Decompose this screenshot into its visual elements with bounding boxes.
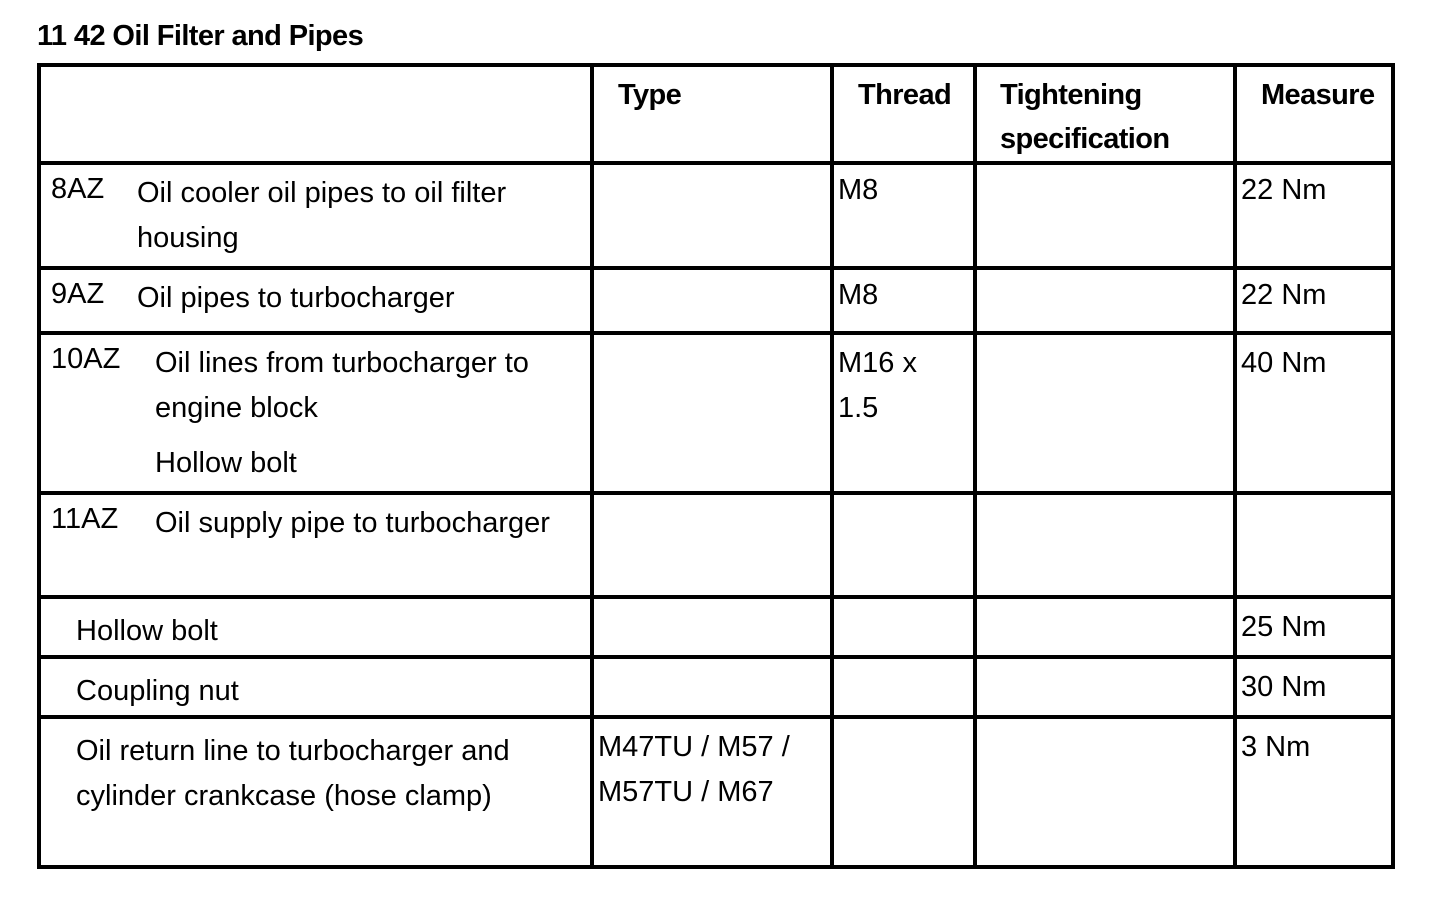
thread-value: M8	[838, 174, 879, 206]
table-row	[39, 657, 1393, 717]
description-cell	[39, 717, 592, 867]
thread-cell	[832, 717, 975, 867]
thread-cell	[832, 268, 975, 333]
type-value: M47TU / M57 / M57TU / M67	[598, 731, 790, 808]
description-cell	[39, 657, 592, 717]
description-cell	[39, 493, 592, 597]
tightening-cell	[975, 657, 1235, 717]
tightening-cell	[975, 163, 1235, 268]
item-description: Coupling nut	[76, 675, 239, 707]
tightening-cell	[975, 717, 1235, 867]
torque-spec-table	[37, 63, 1395, 869]
measure-value: 25 Nm	[1241, 611, 1327, 643]
thread-cell	[832, 493, 975, 597]
type-cell	[592, 268, 832, 333]
thread-cell	[832, 657, 975, 717]
header-tightening-specification: Tightening specification	[975, 65, 1235, 163]
thread-value: M16 x 1.5	[838, 347, 917, 424]
header-thread: Thread	[832, 65, 975, 163]
measure-value: 22 Nm	[1241, 174, 1327, 206]
table-row	[39, 493, 1393, 597]
item-code: 9AZ	[51, 278, 105, 310]
tightening-cell	[975, 493, 1235, 597]
item-code: 10AZ	[51, 343, 121, 375]
item-description: Hollow bolt	[76, 615, 218, 647]
description-cell	[39, 163, 592, 268]
measure-cell	[1235, 163, 1393, 268]
tightening-cell	[975, 268, 1235, 333]
type-cell	[592, 717, 832, 867]
measure-cell	[1235, 657, 1393, 717]
table-header-row	[39, 65, 1393, 163]
table-row	[39, 717, 1393, 867]
table-row	[39, 597, 1393, 657]
measure-cell	[1235, 493, 1393, 597]
description-cell	[39, 597, 592, 657]
type-cell	[592, 333, 832, 493]
type-cell	[592, 597, 832, 657]
type-cell	[592, 163, 832, 268]
measure-value: 30 Nm	[1241, 671, 1327, 703]
thread-cell	[832, 597, 975, 657]
item-code: 11AZ	[51, 503, 119, 535]
measure-cell	[1235, 717, 1393, 867]
item-code: 8AZ	[51, 173, 105, 205]
header-measure: Measure	[1235, 65, 1393, 163]
thread-cell	[832, 333, 975, 493]
description-cell	[39, 333, 592, 493]
header-description	[39, 65, 592, 163]
item-description: Oil lines from turbocharger to engine block	[155, 347, 529, 424]
type-cell	[592, 493, 832, 597]
table-row	[39, 333, 1393, 493]
item-description: Oil supply pipe to turbocharger	[155, 507, 550, 539]
item-description: Oil pipes to turbocharger	[137, 282, 455, 314]
item-description: Oil return line to turbocharger and cylinder crankcase (hose clamp)	[76, 735, 510, 812]
description-cell	[39, 268, 592, 333]
thread-value: M8	[838, 279, 879, 311]
table-row	[39, 163, 1393, 268]
measure-value: 40 Nm	[1241, 347, 1327, 379]
header-type: Type	[592, 65, 832, 163]
item-description-block	[155, 341, 590, 486]
measure-value: 22 Nm	[1241, 279, 1327, 311]
item-sub-description: Hollow bolt	[155, 447, 297, 479]
measure-cell	[1235, 268, 1393, 333]
measure-cell	[1235, 333, 1393, 493]
table-row	[39, 268, 1393, 333]
page-title: 11 42 Oil Filter and Pipes	[37, 20, 364, 52]
thread-cell	[832, 163, 975, 268]
measure-value: 3 Nm	[1241, 731, 1311, 763]
measure-cell	[1235, 597, 1393, 657]
tightening-cell	[975, 333, 1235, 493]
item-description: Oil cooler oil pipes to oil filter housing	[137, 177, 507, 254]
tightening-cell	[975, 597, 1235, 657]
type-cell	[592, 657, 832, 717]
